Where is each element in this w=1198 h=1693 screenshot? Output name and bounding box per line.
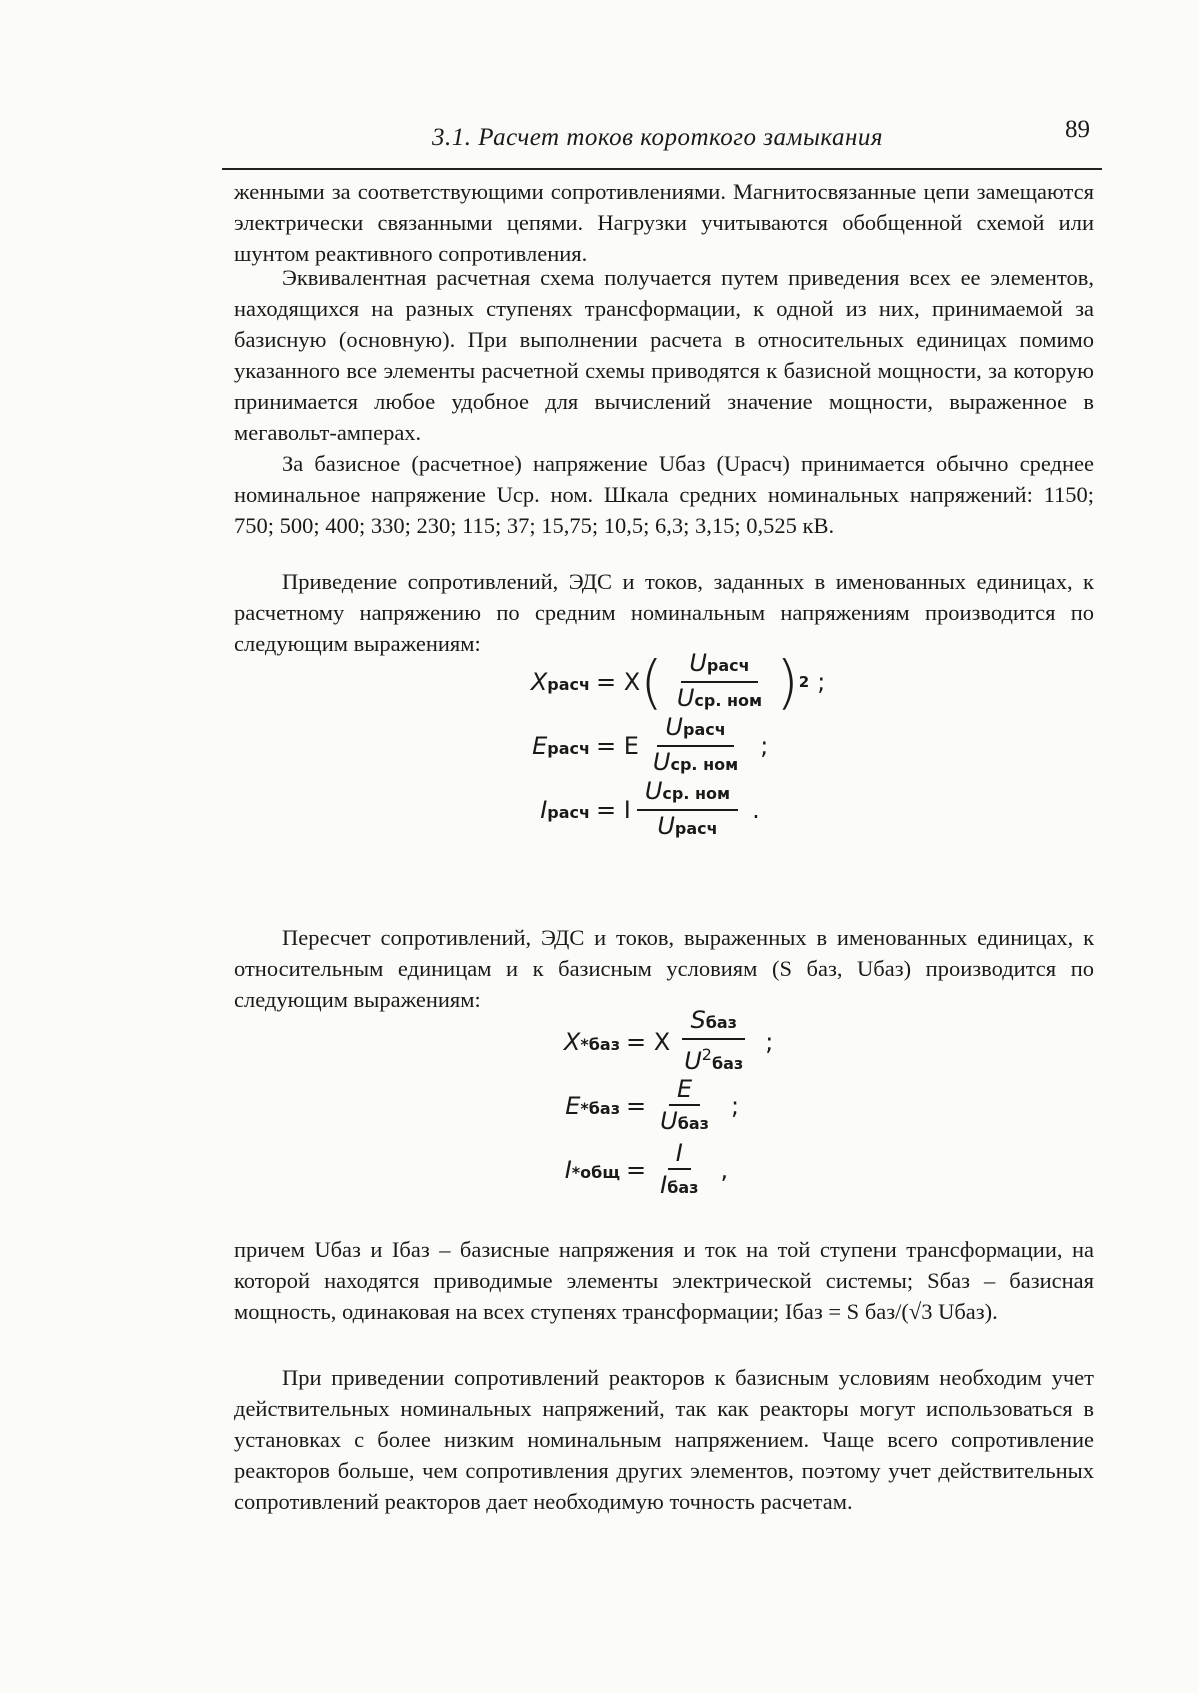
formula-lhs-sub: *баз bbox=[580, 1099, 620, 1118]
frac-den-sub: баз bbox=[711, 1054, 744, 1073]
exponent: 2 bbox=[798, 673, 810, 691]
formula-group-1 bbox=[470, 650, 825, 842]
frac-num-sub: баз bbox=[705, 1013, 737, 1032]
paragraph-7: При приведении сопротивлений реакторов к базисным условиям необходим учет действительных номинальных напряжений, так как реакторы могут использоваться в установках с более низким номинальным напряжением. Чаще всего сопротивление реакторов больше, чем сопротивления других элементов, поэтому учет действительных сопротивлений реакторов дает необходимую точность расчетам. bbox=[234, 1365, 1094, 1514]
frac-num-sub: расч bbox=[706, 656, 750, 675]
formula-punct: ; bbox=[760, 732, 769, 760]
left-paren: ( bbox=[640, 648, 663, 716]
formula-lhs: E bbox=[532, 732, 548, 760]
fraction bbox=[669, 648, 770, 716]
formula-eq: = X bbox=[626, 1028, 671, 1056]
paragraph-6: причем Uбаз и Iбаз – базисные напряжения и ток на той ступени трансформации, на которой находятся приводимые элементы электрической системы; Sбаз – базисная мощность, одинаковая на всех ступенях трансформации; Iбаз = S баз/(√3 Uбаз). bbox=[234, 1237, 1094, 1324]
frac-den: U bbox=[660, 1106, 678, 1135]
formula-e-rasch bbox=[470, 714, 825, 778]
frac-den-sup: 2 bbox=[701, 1045, 712, 1064]
frac-den: U bbox=[676, 684, 695, 712]
fraction bbox=[637, 776, 738, 844]
formula-punct: . bbox=[752, 796, 760, 824]
frac-num: U bbox=[665, 713, 683, 741]
paragraph-2: Эквивалентная расчетная схема получается путем приведения всех ее элементов, находящихся на разных ступенях трансформации, к одной из них, принимаемой за базисную (основную). При выполнении расчета в относительных единицах помимо указанного все элементы расчетной схемы приводятся к базисной мощности, за которую принимается любое удобное для вычислений значение мощности, выраженное в мегавольт-амперах. bbox=[234, 265, 1094, 445]
frac-den: U bbox=[684, 1047, 702, 1075]
frac-den-sub: ср. ном bbox=[670, 755, 739, 774]
frac-den: U bbox=[657, 812, 675, 840]
formula-i-obsch bbox=[500, 1138, 773, 1202]
formula-lhs-sub: расч bbox=[547, 803, 590, 822]
paragraph-4: Приведение сопротивлений, ЭДС и токов, заданных в именованных единицах, к расчетному напряжению по средним номинальным напряжениям производится по следующим выражениям: bbox=[234, 569, 1094, 656]
frac-den: I bbox=[660, 1170, 668, 1199]
fraction bbox=[676, 1005, 751, 1079]
formula-lhs: I bbox=[564, 1156, 572, 1184]
formula-eq: = bbox=[626, 1092, 647, 1120]
frac-den-sub: баз bbox=[667, 1177, 699, 1197]
frac-num-sub: ср. ном bbox=[662, 784, 731, 803]
fraction bbox=[645, 712, 746, 780]
formula-punct: ; bbox=[765, 1028, 774, 1056]
paragraph-5: Пересчет сопротивлений, ЭДС и токов, выраженных в именованных единицах, к относительным единицам и к базисным условиям (S баз, Uбаз) производится по следующим выражениям: bbox=[234, 925, 1094, 1012]
formula-lhs-sub: расч bbox=[547, 739, 590, 758]
formula-lhs: X bbox=[530, 668, 548, 696]
formula-eq: = I bbox=[596, 796, 631, 824]
formula-i-rasch bbox=[470, 778, 825, 842]
formula-punct: , bbox=[720, 1156, 729, 1184]
formula-lhs: E bbox=[565, 1092, 581, 1120]
frac-num: I bbox=[675, 1138, 683, 1167]
frac-den-sub: баз bbox=[677, 1113, 709, 1133]
formula-eq: = bbox=[626, 1156, 647, 1184]
frac-num: U bbox=[644, 777, 663, 805]
formula-lhs: I bbox=[540, 796, 548, 824]
formula-lhs: X bbox=[563, 1028, 581, 1056]
frac-num: U bbox=[689, 649, 707, 677]
formula-x-baz bbox=[500, 1006, 774, 1075]
frac-num: S bbox=[690, 1006, 706, 1034]
frac-den: U bbox=[652, 748, 671, 776]
frac-den-sub: ср. ном bbox=[694, 691, 763, 710]
formula-lhs-sub: *баз bbox=[580, 1035, 620, 1054]
frac-den-sub: расч bbox=[674, 819, 718, 838]
fraction bbox=[652, 1138, 706, 1203]
formula-lhs-sub: *общ bbox=[571, 1163, 620, 1182]
right-paren: ) bbox=[776, 648, 799, 716]
frac-num: E bbox=[676, 1074, 693, 1103]
formula-eq: = E bbox=[596, 732, 639, 760]
formula-eq: = X bbox=[596, 668, 641, 696]
formula-lhs-sub: расч bbox=[547, 675, 590, 694]
frac-num-sub: расч bbox=[682, 720, 726, 739]
formula-x-rasch bbox=[470, 650, 825, 714]
formula-group-2 bbox=[500, 1006, 774, 1202]
paragraph-1: женными за соответствующими сопротивлениями. Магнитосвязанные цепи замещаются электрически связанными цепями. Нагрузки учитываются обобщенной схемой или шунтом реактивного сопротивления. bbox=[234, 179, 1094, 266]
paragraph-3: За базисное (расчетное) напряжение Uбаз (Uрасч) принимается обычно среднее номинальное напряжение Uср. ном. Шкала средних номинальных напряжений: 1150; 750; 500; 400; 330; 230; 115; 37; 15,75; 10,5; 6,3; 3,15; 0,525 кВ. bbox=[234, 451, 1094, 538]
formula-punct: ; bbox=[817, 668, 826, 696]
fraction bbox=[652, 1074, 717, 1139]
formula-punct: ; bbox=[730, 1092, 740, 1120]
running-title: 3.1. Расчет токов короткого замыкания bbox=[432, 124, 884, 151]
page-number: 89 bbox=[1065, 116, 1090, 143]
formula-e-baz bbox=[500, 1074, 773, 1138]
page-header bbox=[222, 116, 1102, 170]
